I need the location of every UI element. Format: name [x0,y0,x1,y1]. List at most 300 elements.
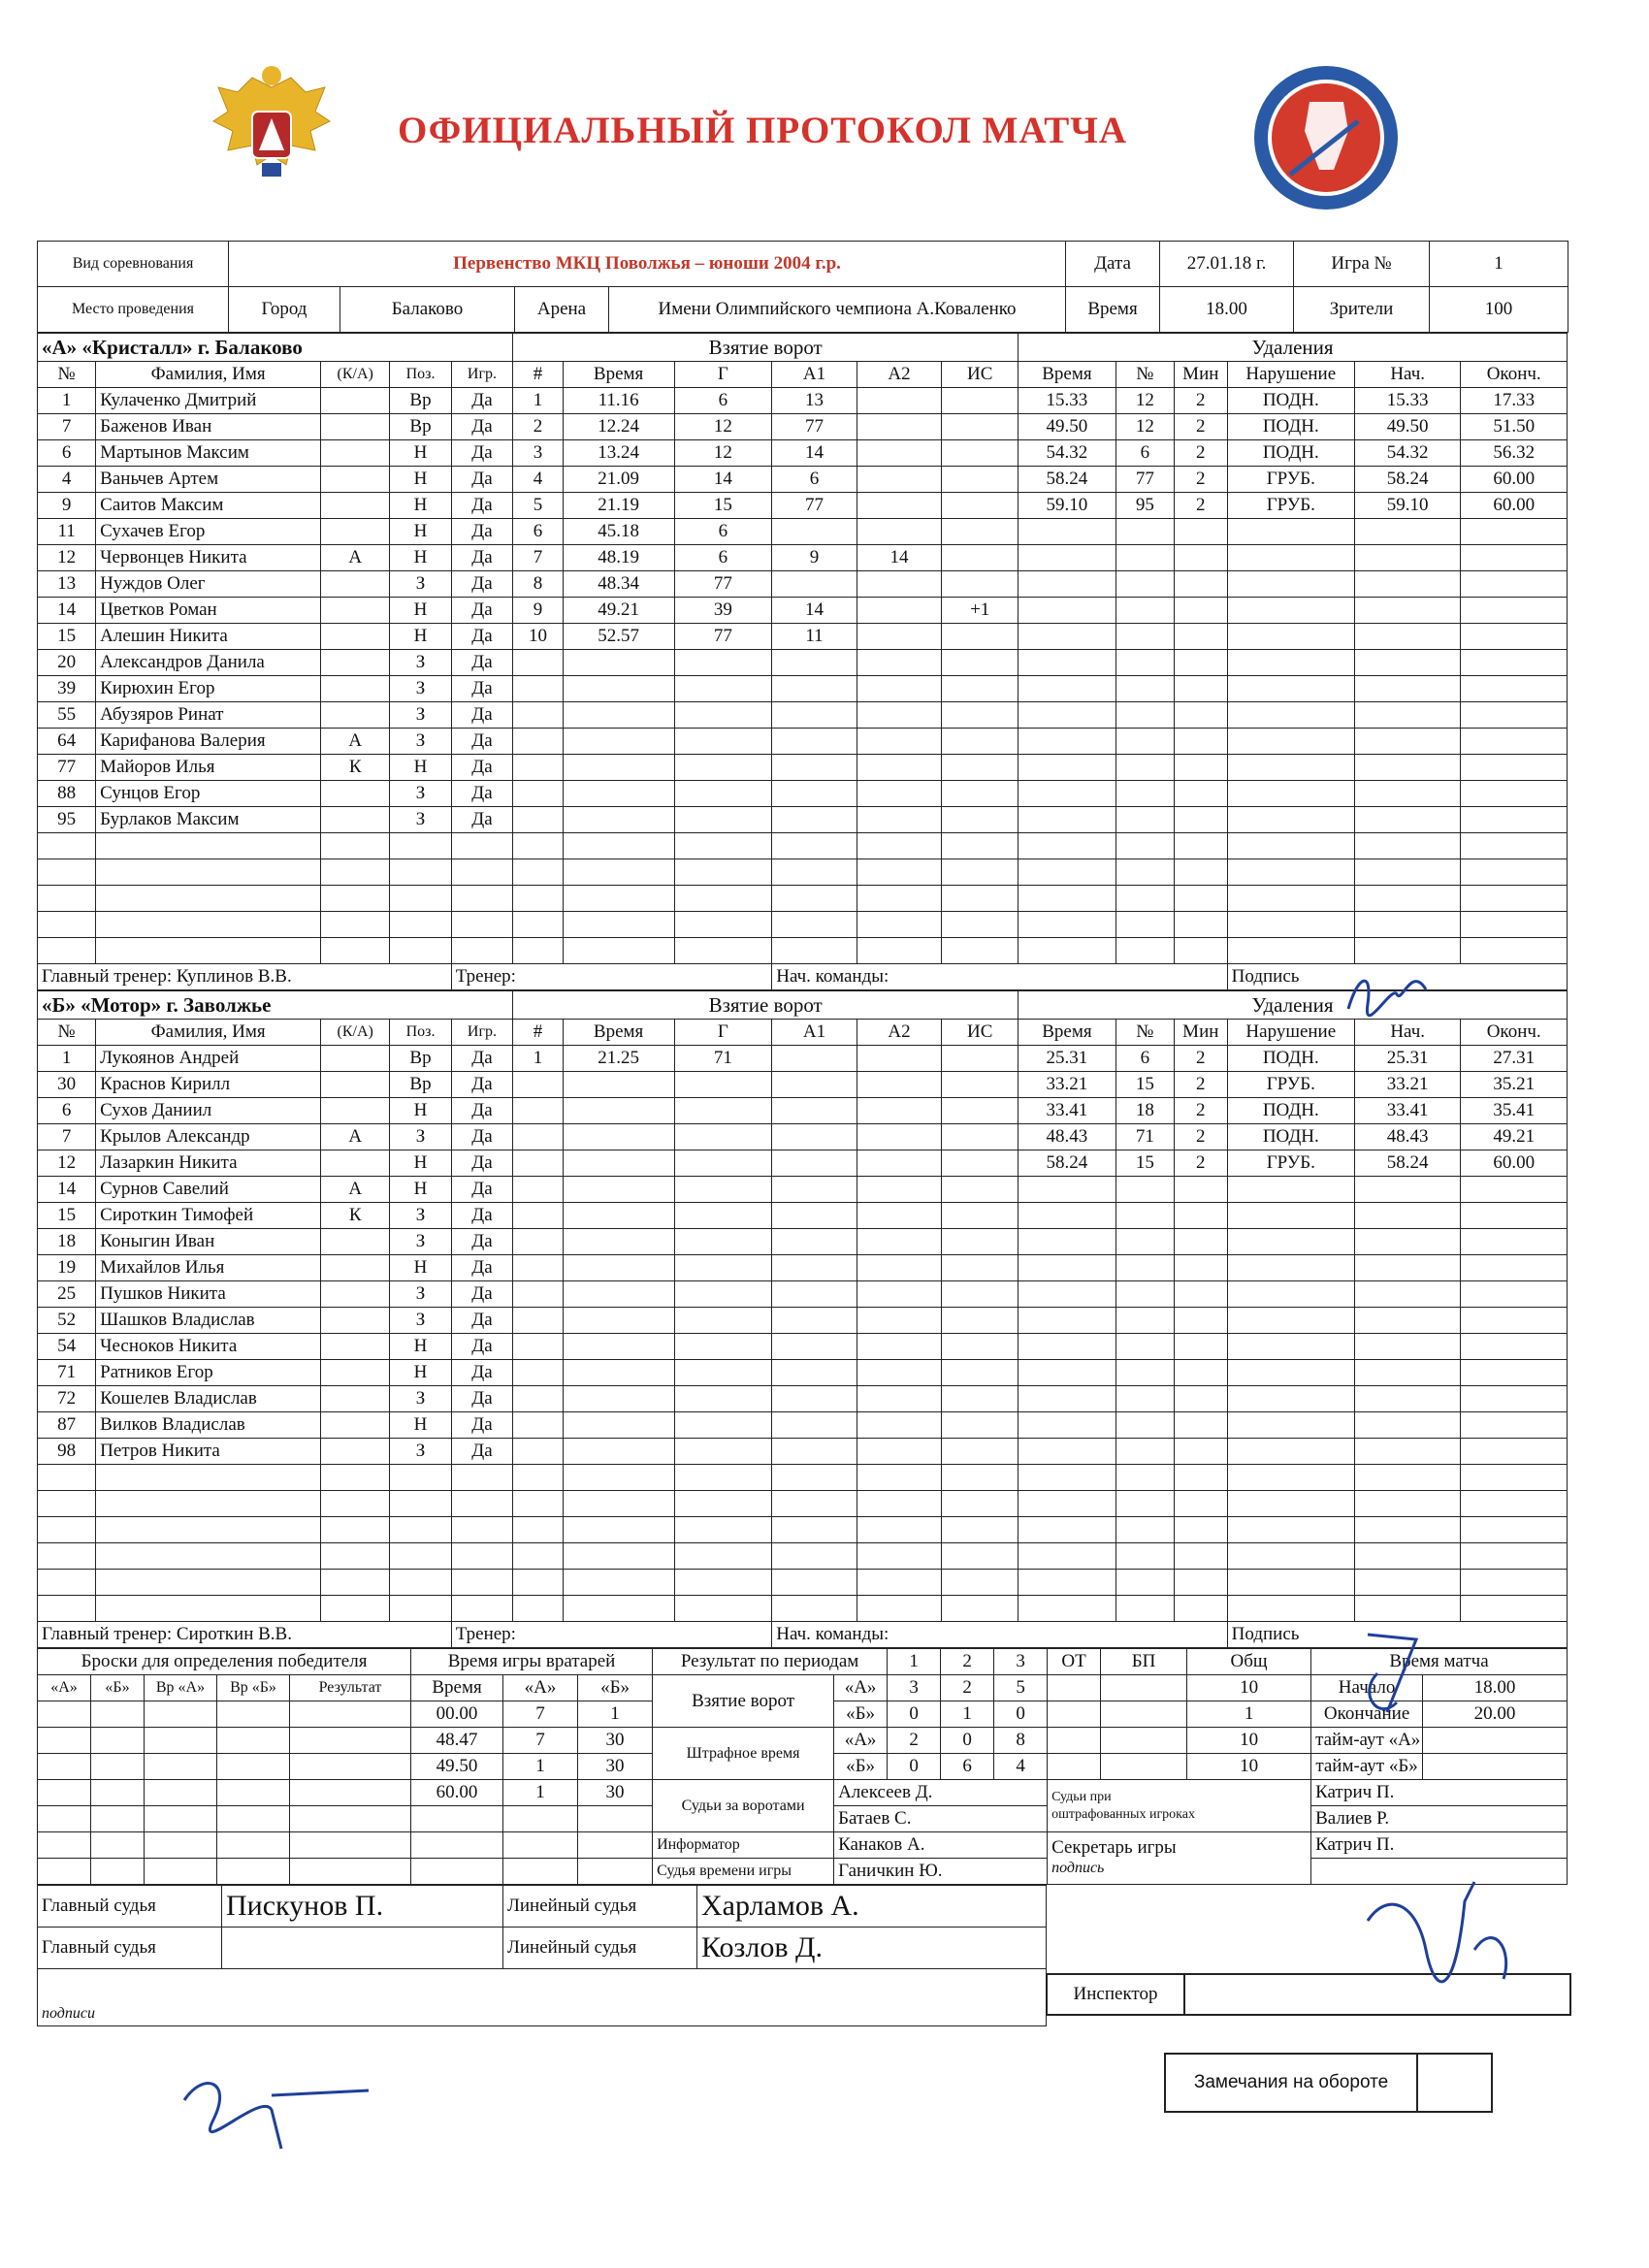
team-chief-label: Нач. команды: [772,1622,1227,1648]
empty-cell [857,1517,942,1543]
player-name: Цветков Роман [96,598,321,624]
empty-cell [321,1543,390,1570]
pen-b-total: 10 [1187,1754,1311,1780]
col-is: ИС [942,362,1018,388]
empty-cell [1174,571,1227,598]
pen-player: 6 [1116,440,1174,467]
head-coach-name: Сироткин В.В. [176,1624,292,1644]
pen-minutes: 2 [1174,1150,1227,1177]
goal-is [942,624,1018,650]
empty-cell [1354,1491,1460,1517]
gk-time-label: Время игры вратарей [411,1649,653,1675]
player-role [321,571,390,598]
table-row [38,1543,1568,1570]
line-judge-2: Козлов Д. [697,1928,1047,1969]
empty-cell [563,1543,674,1570]
city-label: Город [229,287,340,333]
empty-cell [451,1596,512,1622]
empty-cell [1354,676,1460,702]
team-a-tag: «А» [834,1675,888,1701]
player-role [321,650,390,676]
player-role: К [321,755,390,781]
empty-cell [563,1465,674,1491]
player-played: Да [451,729,512,755]
goals-b-ot [1048,1701,1101,1728]
head-coach-label: Главный тренер: [42,1624,173,1644]
table-row [38,1150,1568,1177]
empty-cell [563,1570,674,1596]
empty-cell [513,859,563,886]
player-role [321,598,390,624]
gk-a: 1 [503,1754,578,1780]
empty-cell [1354,571,1460,598]
empty-cell [674,1517,772,1543]
empty-cell [772,1177,857,1203]
empty-cell [1227,1543,1354,1570]
player-name: Краснов Кирилл [96,1072,321,1098]
empty-cell [1461,755,1568,781]
player-position: З [390,702,451,729]
pen-start: 25.31 [1354,1046,1460,1072]
table-row [38,702,1568,729]
arena-value: Имени Олимпийского чемпиона А.Коваленко [609,287,1066,333]
player-number: 12 [38,545,96,571]
empty-cell [1354,1203,1460,1229]
team-title: «А» «Кристалл» г. Балаково [38,334,513,362]
player-number: 1 [38,1046,96,1072]
table-row [38,755,1568,781]
player-played: Да [451,1098,512,1124]
goal-judge-1: Алексеев Д. [834,1780,1048,1806]
player-name: Сироткин Тимофей [96,1203,321,1229]
pen-time: 58.24 [1018,1150,1116,1177]
empty-cell [38,833,96,859]
empty-cell [513,755,563,781]
empty-cell [1461,1465,1568,1491]
player-role [321,1229,390,1255]
pen-start: 48.43 [1354,1124,1460,1150]
empty-cell [857,1439,942,1465]
empty-cell [1227,598,1354,624]
goal-time: 21.19 [563,493,674,519]
gk-b: 1 [578,1701,653,1728]
empty-cell [1354,1308,1460,1334]
col-ka: (К/А) [321,362,390,388]
empty-cell [857,1596,942,1622]
empty-cell [942,755,1018,781]
empty-cell [563,1255,674,1281]
pen-violation: ПОДН. [1227,1046,1354,1072]
player-role: А [321,729,390,755]
empty-cell [563,729,674,755]
player-played: Да [451,650,512,676]
empty-cell [1461,1334,1568,1360]
empty-cell [1174,1281,1227,1308]
empty-cell [563,1517,674,1543]
empty-cell [563,807,674,833]
empty-cell [1461,519,1568,545]
empty-cell [563,1098,674,1124]
goals-section-title: Взятие ворот [513,334,1018,362]
pen-a-p3: 8 [994,1728,1048,1754]
empty-cell [1116,912,1174,938]
empty-cell [942,912,1018,938]
goal-assist2 [857,388,942,414]
empty-cell [1227,624,1354,650]
penbox-judge-1: Катрич П. [1311,1780,1568,1806]
goal-assist1: 6 [772,467,857,493]
empty-cell [1174,1203,1227,1229]
empty-cell [513,1596,563,1622]
empty-cell [1116,1412,1174,1439]
empty-cell [513,912,563,938]
empty-cell [772,1517,857,1543]
empty-cell [1174,833,1227,859]
empty-cell [1354,1255,1460,1281]
empty-cell [513,781,563,807]
empty-cell [772,729,857,755]
table-row [38,833,1568,859]
goals-a-p1: 3 [888,1675,941,1701]
empty-cell [857,886,942,912]
empty-cell [38,1596,96,1622]
table-row [38,1517,1568,1543]
empty-cell [451,833,512,859]
pen-violation: ПОДН. [1227,1124,1354,1150]
player-name: Мартынов Максим [96,440,321,467]
goal-assist1: 9 [772,545,857,571]
player-position: Н [390,493,451,519]
goal-idx: 10 [513,624,563,650]
col-pen-violation: Нарушение [1227,1020,1354,1046]
empty-cell [857,729,942,755]
gk-a: 7 [503,1701,578,1728]
empty-cell [1227,1570,1354,1596]
empty-cell [772,1334,857,1360]
col-goal-scorer: Г [674,1020,772,1046]
empty-cell [1174,1465,1227,1491]
empty-cell [1354,938,1460,964]
empty-cell [1018,729,1116,755]
player-role: А [321,1124,390,1150]
empty-cell [1116,729,1174,755]
player-name: Ваньчев Артем [96,467,321,493]
player-number: 15 [38,1203,96,1229]
head-coach [38,964,452,990]
empty-cell [513,676,563,702]
player-played: Да [451,1255,512,1281]
empty-cell [563,833,674,859]
empty-cell [1461,938,1568,964]
player-position: З [390,571,451,598]
empty-cell [674,650,772,676]
empty-cell [772,1281,857,1308]
date-value: 27.01.18 г. [1160,242,1294,287]
empty-cell [674,1308,772,1334]
table-row [38,493,1568,519]
goal-scorer: 14 [674,467,772,493]
table-row [38,1412,1568,1439]
player-role [321,1308,390,1334]
empty-cell [1461,676,1568,702]
table-row [38,519,1568,545]
pen-end: 60.00 [1461,1150,1568,1177]
empty-cell [1018,650,1116,676]
player-played: Да [451,1229,512,1255]
player-played: Да [451,598,512,624]
empty-cell [1354,1386,1460,1412]
empty-cell [1116,859,1174,886]
empty-cell [38,859,96,886]
team-b-tag: «Б» [834,1701,888,1728]
pen-time: 33.41 [1018,1098,1116,1124]
player-position: З [390,1308,451,1334]
player-position: Н [390,1150,451,1177]
empty-cell [857,1150,942,1177]
player-role [321,1046,390,1072]
empty-cell [321,886,390,912]
empty-cell [1018,807,1116,833]
empty-cell [1018,1334,1116,1360]
empty-cell [1227,912,1354,938]
table-row [38,1308,1568,1334]
empty-cell [1174,702,1227,729]
main-judge-label: Главный судья [38,1886,222,1928]
table-row [38,598,1568,624]
empty-cell [674,912,772,938]
col-name: Фамилия, Имя [96,362,321,388]
empty-cell [674,1072,772,1098]
player-role [321,1281,390,1308]
player-role [321,467,390,493]
empty-cell [674,1281,772,1308]
goal-assist1: 77 [772,493,857,519]
empty-cell [513,1570,563,1596]
empty-cell [563,1334,674,1360]
empty-cell [1461,1386,1568,1412]
empty-cell [857,781,942,807]
player-number: 98 [38,1439,96,1465]
col-goal-time: Время [563,362,674,388]
empty-cell [513,650,563,676]
empty-cell [674,1098,772,1124]
col-pen-num: № [1116,362,1174,388]
empty-cell [390,912,451,938]
player-number: 19 [38,1255,96,1281]
goal-scorer: 6 [674,388,772,414]
empty-cell [1461,1203,1568,1229]
player-position: Н [390,1412,451,1439]
empty-cell [1354,650,1460,676]
empty-cell [451,1517,512,1543]
pen-violation: ПОДН. [1227,1098,1354,1124]
empty-cell [390,938,451,964]
player-position: З [390,807,451,833]
empty-cell [857,1124,942,1150]
empty-cell [96,938,321,964]
table-row [38,1491,1568,1517]
goal-time: 21.09 [563,467,674,493]
empty-cell [1174,912,1227,938]
player-role [321,676,390,702]
player-number: 15 [38,624,96,650]
empty-cell [513,1491,563,1517]
gk-time: 60.00 [411,1780,503,1806]
player-name: Лукоянов Андрей [96,1046,321,1072]
empty-cell [513,1360,563,1386]
pen-b-p2: 6 [941,1754,994,1780]
empty-cell [38,938,96,964]
start-label: Начало [1311,1675,1423,1701]
empty-cell [772,1255,857,1281]
player-name: Майоров Илья [96,755,321,781]
empty-cell [1354,729,1460,755]
empty-cell [1018,571,1116,598]
empty-cell [1227,1360,1354,1386]
player-number: 95 [38,807,96,833]
player-name: Сухачев Егор [96,519,321,545]
player-role [321,1412,390,1439]
empty-cell [451,859,512,886]
empty-cell [1174,650,1227,676]
player-role [321,1255,390,1281]
player-played: Да [451,571,512,598]
gk-col: «Б» [578,1675,653,1701]
pen-end: 49.21 [1461,1124,1568,1150]
col-played: Игр. [451,362,512,388]
table-row [38,912,1568,938]
player-role [321,414,390,440]
empty-cell [772,1412,857,1439]
player-role [321,1360,390,1386]
player-role [321,493,390,519]
coach-row [38,964,1568,990]
empty-cell [390,1570,451,1596]
pen-minutes: 2 [1174,1072,1227,1098]
empty-cell [1174,938,1227,964]
empty-cell [563,1281,674,1308]
empty-cell [513,729,563,755]
col-pen-min: Мин [1174,1020,1227,1046]
empty-cell [1018,886,1116,912]
empty-cell [772,702,857,729]
pen-player: 6 [1116,1046,1174,1072]
empty-cell [451,912,512,938]
empty-cell [1018,1596,1116,1622]
empty-cell [513,1543,563,1570]
player-number: 12 [38,1150,96,1177]
empty-cell [772,807,857,833]
timeout-a-value [1423,1728,1568,1754]
empty-cell [1354,1177,1460,1203]
empty-cell [1174,1596,1227,1622]
goals-a-total: 10 [1187,1675,1311,1701]
main-judge-1: Пискунов П. [222,1886,503,1928]
goals-a-p2: 2 [941,1675,994,1701]
pen-time: 25.31 [1018,1046,1116,1072]
player-number: 71 [38,1360,96,1386]
empty-cell [1116,1491,1174,1517]
empty-cell [1227,729,1354,755]
player-name: Бурлаков Максим [96,807,321,833]
goal-idx: 9 [513,598,563,624]
empty-cell [674,1360,772,1386]
empty-cell [772,781,857,807]
empty-cell [390,1596,451,1622]
table-row [38,440,1568,467]
empty-cell [1227,781,1354,807]
player-played: Да [451,1308,512,1334]
empty-cell [1461,1439,1568,1465]
empty-cell [857,755,942,781]
player-name: Сурнов Савелий [96,1177,321,1203]
table-row [38,1386,1568,1412]
empty-cell [1174,676,1227,702]
empty-cell [942,650,1018,676]
empty-cell [674,1177,772,1203]
empty-cell [1018,1177,1116,1203]
referees-table [37,1885,1047,2026]
empty-cell [942,1543,1018,1570]
table-row [38,1360,1568,1386]
time-label: Время [1066,287,1160,333]
empty-cell [1116,1386,1174,1412]
player-number: 64 [38,729,96,755]
empty-cell [1227,1203,1354,1229]
pen-end: 17.33 [1461,388,1568,414]
player-played: Да [451,702,512,729]
pen-time: 58.24 [1018,467,1116,493]
goal-assist2 [857,440,942,467]
pen-start: 33.21 [1354,1072,1460,1098]
player-position: З [390,1229,451,1255]
empty-cell [857,1072,942,1098]
pen-b-bp [1101,1754,1187,1780]
summary-goals-label: Взятие ворот [653,1675,834,1728]
empty-cell [96,1570,321,1596]
empty-cell [1354,859,1460,886]
empty-cell [1018,624,1116,650]
protocol-sheet [37,241,1568,2026]
pen-player: 71 [1116,1124,1174,1150]
player-position: З [390,676,451,702]
empty-cell [563,781,674,807]
player-role [321,1150,390,1177]
empty-cell [1461,1308,1568,1334]
pen-a-ot [1048,1728,1101,1754]
empty-cell [1227,702,1354,729]
empty-cell [1354,1517,1460,1543]
empty-cell [563,1308,674,1334]
empty-cell [1116,545,1174,571]
empty-cell [942,1281,1018,1308]
empty-cell [1116,624,1174,650]
player-name: Петров Никита [96,1439,321,1465]
empty-cell [1461,1229,1568,1255]
empty-cell [1227,1412,1354,1439]
player-position: Вр [390,414,451,440]
team-a-tag: «А» [834,1728,888,1754]
empty-cell [674,833,772,859]
game-value: 1 [1430,242,1568,287]
col-pen-end: Оконч. [1461,362,1568,388]
empty-cell [857,1412,942,1439]
player-number: 88 [38,781,96,807]
empty-cell [1116,1203,1174,1229]
empty-cell [96,859,321,886]
empty-cell [451,1491,512,1517]
goal-assist1: 14 [772,440,857,467]
